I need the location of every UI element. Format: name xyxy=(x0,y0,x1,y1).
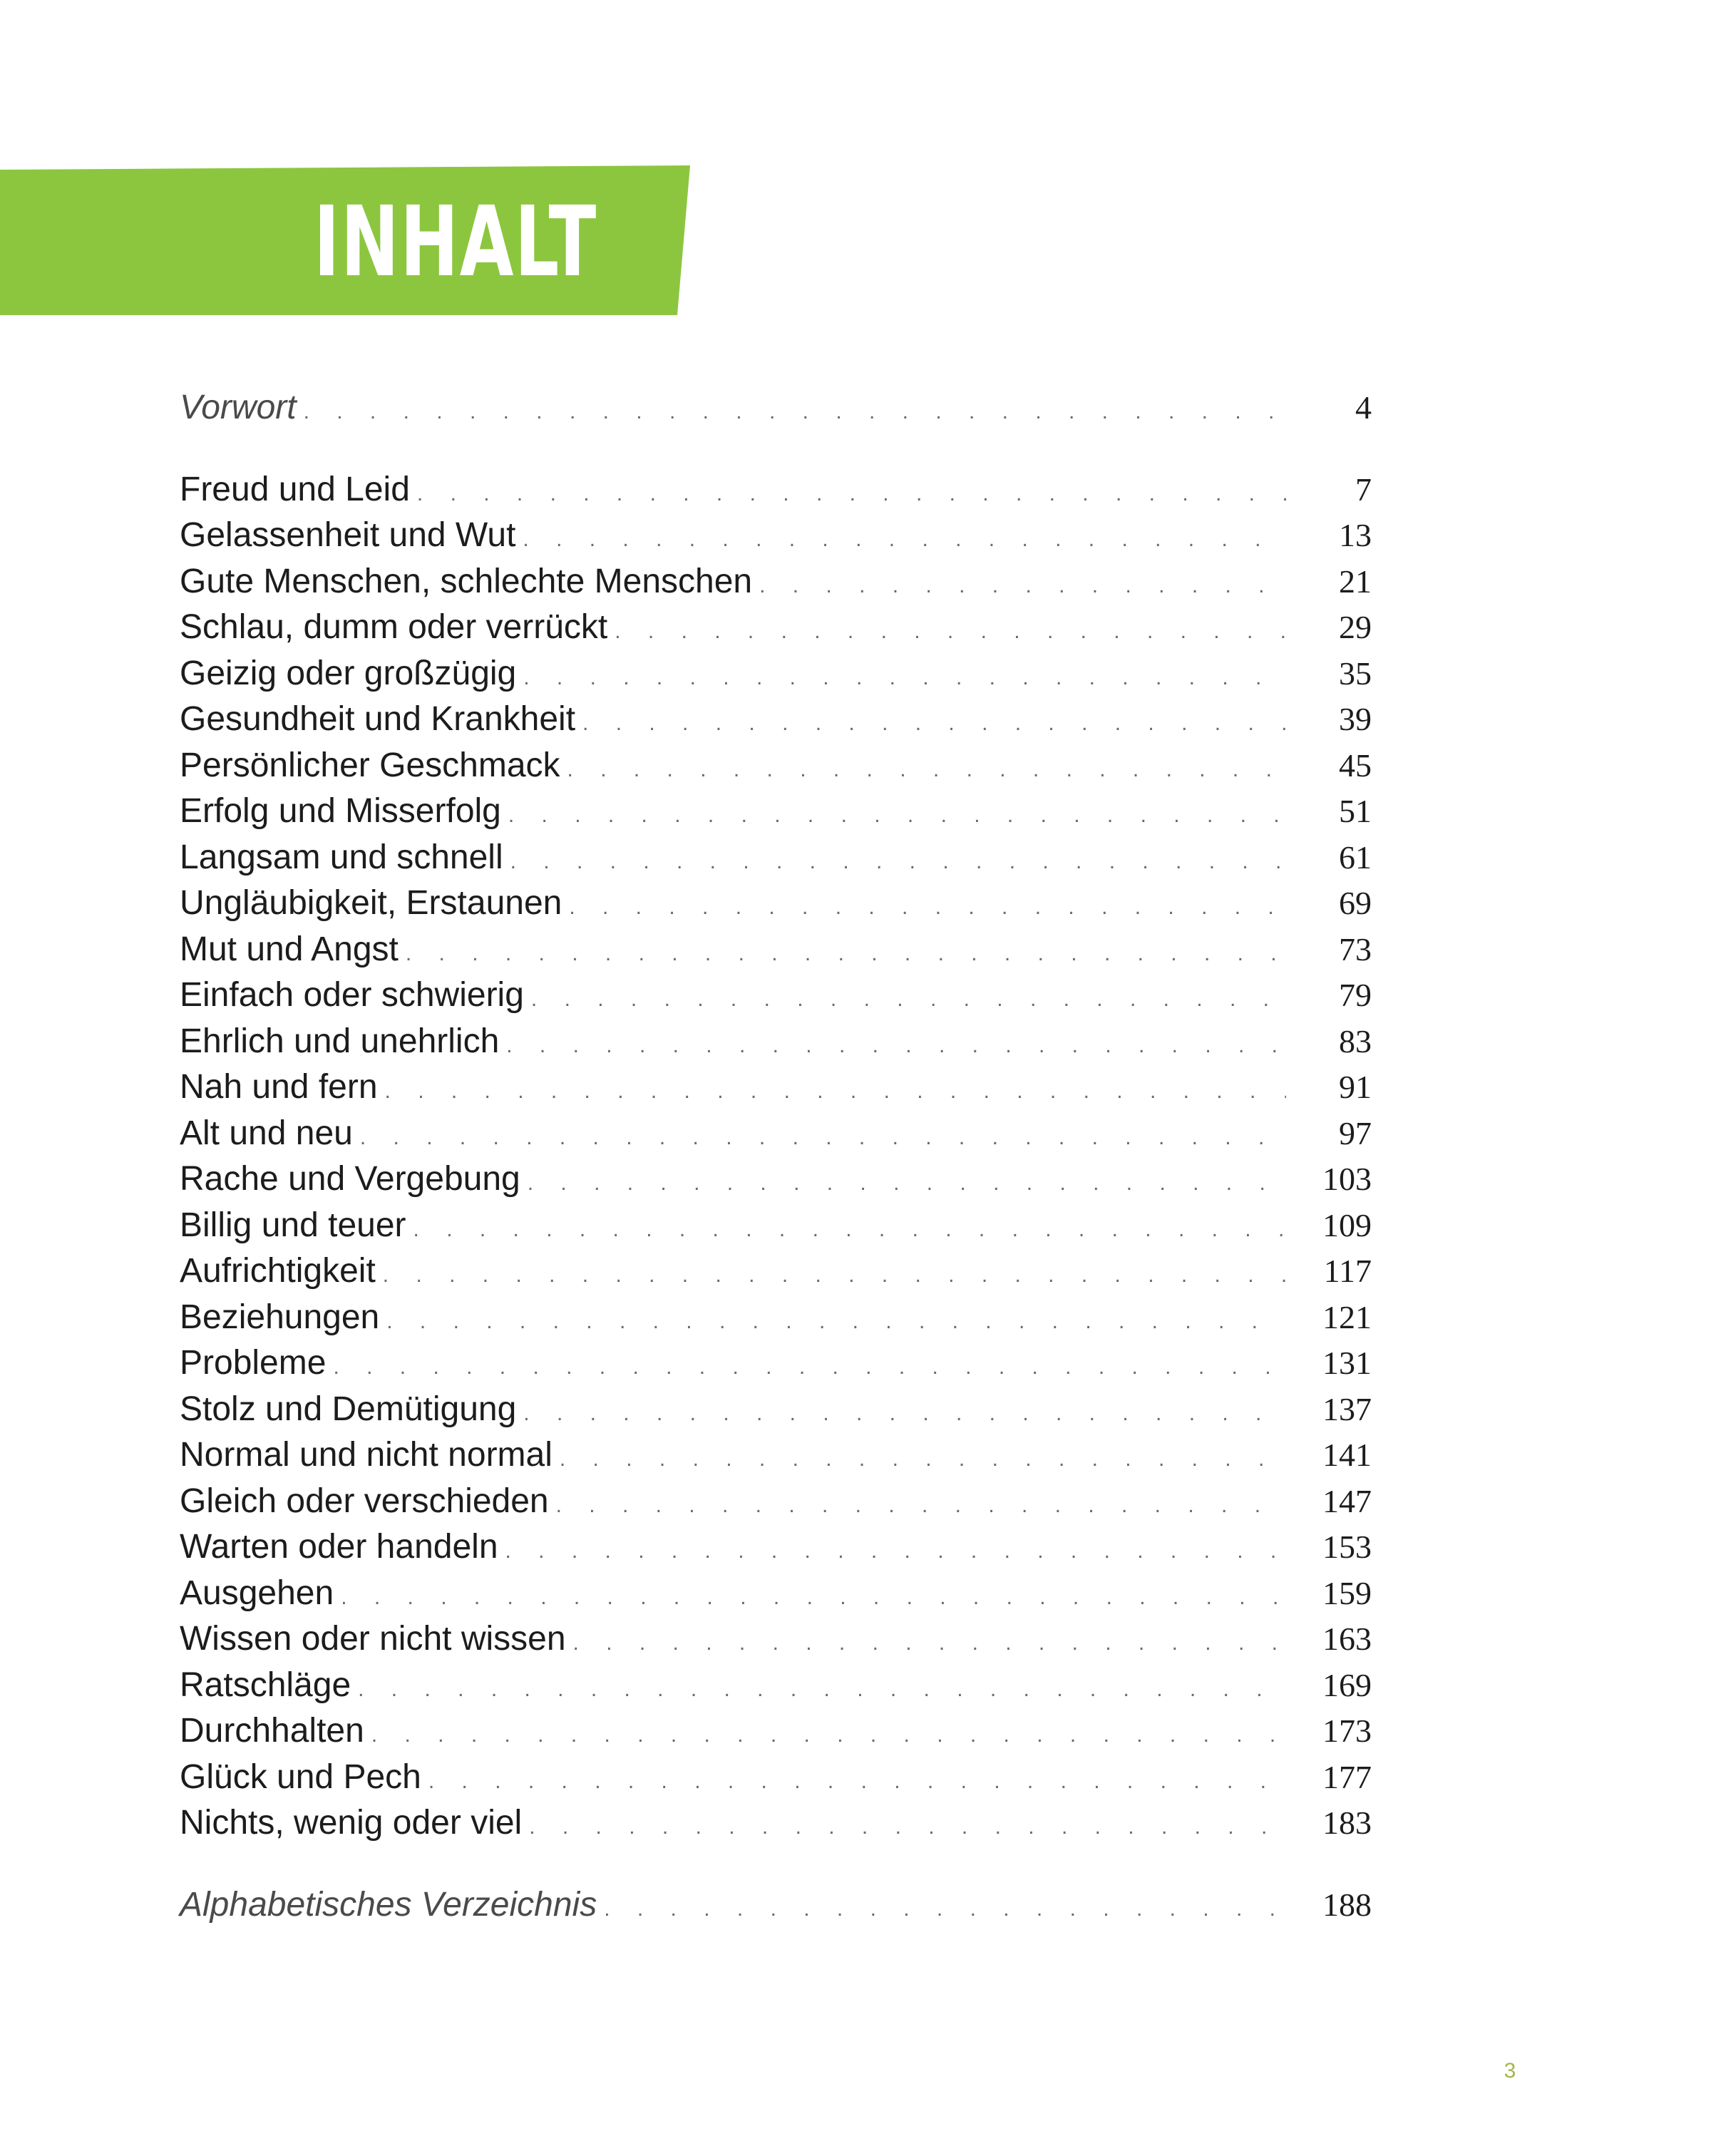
toc-entry-title: Gute Menschen, schlechte Menschen xyxy=(180,562,753,600)
toc-entry-page: 169 xyxy=(1322,1666,1372,1703)
toc-entry-title: Warten oder handeln xyxy=(180,1528,498,1566)
dot-leader xyxy=(385,1069,1286,1115)
toc-entry-title: Wissen oder nicht wissen xyxy=(180,1620,566,1658)
toc-entry-page: 69 xyxy=(1339,885,1372,921)
dot-leader xyxy=(556,1483,1286,1529)
dot-leader xyxy=(523,517,1286,563)
dot-leader xyxy=(413,1207,1286,1253)
toc-entry[interactable] xyxy=(180,1111,1372,1157)
toc-entry[interactable] xyxy=(180,467,1372,513)
toc-entry-page: 39 xyxy=(1339,701,1372,737)
toc-entry-title: Einfach oder schwierig xyxy=(180,976,524,1014)
dot-leader xyxy=(371,1713,1286,1759)
toc-entry-title: Probleme xyxy=(180,1344,327,1382)
toc-entry-page: 159 xyxy=(1322,1574,1372,1611)
toc-entry[interactable] xyxy=(180,1663,1372,1709)
toc-entry-page: 97 xyxy=(1339,1114,1372,1151)
toc-entry-page: 103 xyxy=(1322,1161,1372,1197)
dot-leader xyxy=(567,747,1286,794)
toc-entry-title: Ungläubigkeit, Erstaunen xyxy=(180,884,562,922)
toc-entry[interactable] xyxy=(180,559,1372,605)
toc-chapters xyxy=(180,467,1372,1847)
dot-leader xyxy=(531,977,1286,1023)
toc-entry[interactable] xyxy=(180,881,1372,927)
toc-entry-title: Ratschläge xyxy=(180,1665,351,1704)
toc-entry[interactable] xyxy=(180,1882,1372,1929)
toc-entry[interactable] xyxy=(180,1571,1372,1617)
toc-entry-title: Stolz und Demütigung xyxy=(180,1390,517,1428)
toc-entry-page: 177 xyxy=(1322,1758,1372,1795)
toc-entry-title: Gesundheit und Krankheit xyxy=(180,700,576,738)
toc-entry-title: Langsam und schnell xyxy=(180,838,503,876)
dot-leader xyxy=(528,1161,1286,1207)
toc-entry[interactable] xyxy=(180,697,1372,743)
page-title: INHALT xyxy=(314,186,597,299)
toc-entry-page: 188 xyxy=(1322,1886,1372,1923)
toc-entry[interactable] xyxy=(180,1248,1372,1295)
toc-entry[interactable] xyxy=(180,1203,1372,1249)
toc-entry-page: 61 xyxy=(1339,838,1372,876)
dot-leader xyxy=(506,1023,1286,1069)
toc-entry-title: Vorwort xyxy=(180,389,297,426)
toc-entry[interactable] xyxy=(180,1800,1372,1847)
toc-entry[interactable] xyxy=(180,1708,1372,1755)
toc-entry-title: Rache und Vergebung xyxy=(180,1160,520,1198)
toc-entry-title: Aufrichtigkeit xyxy=(180,1252,376,1290)
toc-entry[interactable] xyxy=(180,1524,1372,1571)
toc-entry-page: 131 xyxy=(1322,1345,1372,1381)
dot-leader xyxy=(604,1886,1286,1933)
dot-leader xyxy=(358,1667,1286,1713)
toc-entry-title: Erfolg und Misserfolg xyxy=(180,792,501,830)
toc-entry-title: Gleich oder verschieden xyxy=(180,1482,549,1520)
table-of-contents xyxy=(180,385,1372,1928)
toc-entry-title: Persönlicher Geschmack xyxy=(180,746,560,784)
toc-entry-title: Durchhalten xyxy=(180,1712,364,1750)
toc-entry[interactable] xyxy=(180,1019,1372,1065)
toc-entry[interactable] xyxy=(180,789,1372,835)
toc-entry-page: 109 xyxy=(1322,1206,1372,1243)
toc-entry-title: Gelassenheit und Wut xyxy=(180,516,516,554)
toc-entry-title: Ausgehen xyxy=(180,1574,334,1612)
dot-leader xyxy=(529,1805,1286,1851)
dot-leader xyxy=(510,839,1286,885)
toc-entry[interactable] xyxy=(180,1295,1372,1341)
toc-entry[interactable] xyxy=(180,651,1372,697)
dot-leader xyxy=(582,701,1286,747)
toc-entry[interactable] xyxy=(180,743,1372,789)
toc-entry-page: 83 xyxy=(1339,1022,1372,1059)
toc-entry-page: 45 xyxy=(1339,746,1372,784)
dot-leader xyxy=(383,1253,1286,1299)
toc-entry-page: 4 xyxy=(1355,389,1372,426)
toc-entry-page: 163 xyxy=(1322,1621,1372,1657)
toc-entry-title: Beziehungen xyxy=(180,1298,380,1336)
dot-leader xyxy=(508,793,1286,839)
dot-leader xyxy=(615,609,1286,655)
toc-entry-page: 73 xyxy=(1339,930,1372,967)
toc-entry[interactable] xyxy=(180,972,1372,1019)
toc-entry-title: Billig und teuer xyxy=(180,1206,406,1244)
toc-entry-page: 51 xyxy=(1339,793,1372,829)
toc-entry-page: 153 xyxy=(1322,1529,1372,1565)
dot-leader xyxy=(560,1437,1286,1483)
toc-entry-page: 141 xyxy=(1322,1437,1372,1473)
dot-leader xyxy=(759,563,1286,610)
toc-entry-page: 117 xyxy=(1323,1253,1372,1289)
toc-entry-title: Alt und neu xyxy=(180,1114,353,1152)
toc-entry-page: 29 xyxy=(1339,609,1372,645)
folio: 3 xyxy=(1504,2059,1516,2083)
toc-entry[interactable] xyxy=(180,1156,1372,1203)
dot-leader xyxy=(428,1759,1286,1805)
dot-leader xyxy=(523,655,1286,702)
toc-entry-page: 91 xyxy=(1339,1069,1372,1105)
toc-entry[interactable] xyxy=(180,1432,1372,1479)
toc-entry[interactable] xyxy=(180,1064,1372,1111)
dot-leader xyxy=(417,471,1286,518)
toc-front-matter xyxy=(180,385,1372,431)
toc-entry-title: Freud und Leid xyxy=(180,470,410,508)
dot-leader xyxy=(333,1345,1286,1391)
title-banner xyxy=(0,165,699,315)
toc-entry-page: 13 xyxy=(1339,517,1372,553)
toc-entry-page: 147 xyxy=(1322,1482,1372,1519)
toc-entry-title: Nichts, wenig oder viel xyxy=(180,1804,523,1842)
toc-entry-page: 183 xyxy=(1322,1805,1372,1841)
toc-entry[interactable] xyxy=(180,927,1372,973)
toc-entry[interactable] xyxy=(180,1479,1372,1525)
toc-entry[interactable] xyxy=(180,385,1372,431)
toc-entry-page: 173 xyxy=(1322,1713,1372,1749)
dot-leader xyxy=(573,1621,1286,1667)
toc-entry-page: 21 xyxy=(1339,563,1372,600)
toc-entry[interactable] xyxy=(180,1616,1372,1663)
toc-entry-title: Ehrlich und unehrlich xyxy=(180,1022,500,1060)
toc-entry-page: 121 xyxy=(1322,1298,1372,1335)
toc-entry[interactable] xyxy=(180,835,1372,881)
toc-entry[interactable] xyxy=(180,1755,1372,1801)
dot-leader xyxy=(406,931,1286,977)
toc-entry[interactable] xyxy=(180,1387,1372,1433)
toc-entry[interactable] xyxy=(180,605,1372,651)
toc-entry-title: Nah und fern xyxy=(180,1068,378,1106)
toc-entry-page: 35 xyxy=(1339,654,1372,692)
dot-leader xyxy=(569,885,1286,931)
toc-entry-title: Mut und Angst xyxy=(180,930,399,968)
toc-entry-page: 79 xyxy=(1339,977,1372,1013)
dot-leader xyxy=(360,1115,1286,1161)
toc-entry-page: 137 xyxy=(1322,1390,1372,1427)
toc-entry-title: Geizig oder großzügig xyxy=(180,654,517,692)
dot-leader xyxy=(304,389,1286,436)
toc-entry-title: Alphabetisches Verzeichnis xyxy=(180,1885,597,1924)
dot-leader xyxy=(505,1529,1286,1575)
toc-entry-title: Schlau, dumm oder verrückt xyxy=(180,608,608,646)
dot-leader xyxy=(386,1299,1286,1345)
toc-entry[interactable] xyxy=(180,1340,1372,1387)
dot-leader xyxy=(341,1575,1286,1621)
dot-leader xyxy=(523,1391,1286,1437)
toc-back-matter xyxy=(180,1882,1372,1929)
toc-entry-title: Glück und Pech xyxy=(180,1757,421,1796)
toc-entry-page: 7 xyxy=(1355,471,1372,508)
toc-entry[interactable] xyxy=(180,513,1372,559)
toc-entry-title: Normal und nicht normal xyxy=(180,1436,553,1474)
